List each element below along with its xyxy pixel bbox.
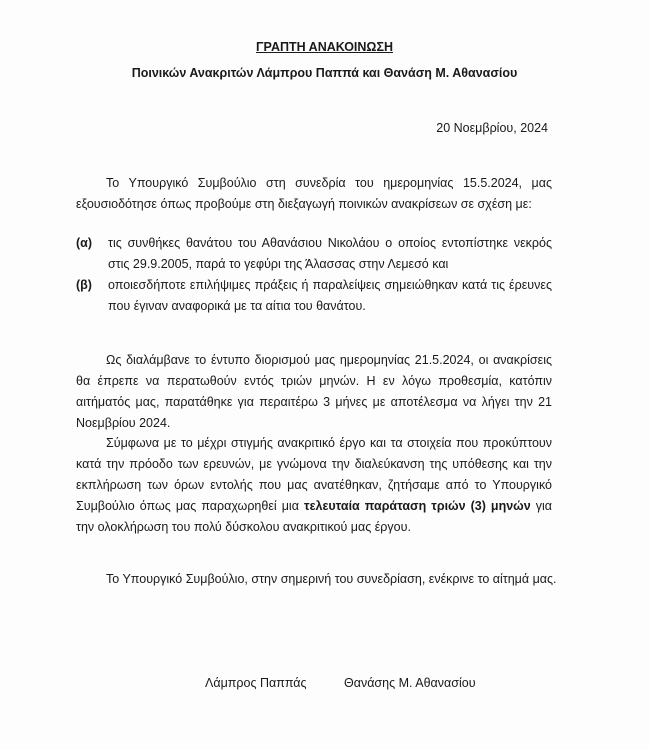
list-marker: (β) bbox=[76, 278, 92, 292]
paragraph-intro bbox=[76, 173, 552, 215]
document-title: ΓΡΑΠΤΗ ΑΝΑΚΟΙΝΩΣΗ bbox=[256, 40, 393, 54]
paragraph-extension-after: για την ολοκλήρωση του πολύ δύσκολου ανακριτικού μας έργου. bbox=[76, 499, 552, 534]
list-item-b bbox=[76, 275, 552, 317]
list-item-a bbox=[76, 233, 552, 275]
paragraph-extension-before: Σύμφωνα με το μέχρι στιγμής ανακριτικό έργο και τα στοιχεία που προκύπτουν κατά την πρόοδο των ερευνών, με γνώμονα την διαλεύκανση της υπόθεσης και την εκπλήρωση των όρων εντολής που μας ανατέθηκαν, ζητήσαμε από το Υπουργικό Συμβούλιο όπως μας παραχωρηθεί μια bbox=[76, 436, 552, 513]
list-item-text: τις συνθήκες θανάτου του Αθανάσιου Νικολάου ο οποίος εντοπίστηκε νεκρός στις 29.9.2005, παρά το γεφύρι της Άλασσας στην Λεμεσό και bbox=[108, 236, 552, 271]
paragraph-deadline bbox=[76, 350, 552, 434]
document-subtitle: Ποινικών Ανακριτών Λάμπρου Παππά και Θανάση Μ. Αθανασίου bbox=[131, 66, 518, 80]
list-item-text: οποιεσδήποτε επιλήψιμες πράξεις ή παραλείψεις σημειώθηκαν κατά τις έρευνες που έγιναν αναφορικά με τα αίτια του θανάτου. bbox=[108, 278, 552, 313]
paragraph-extension-bold: τελευταία παράταση τριών (3) μηνών bbox=[304, 499, 531, 513]
paragraph-approval: Το Υπουργικό Συμβούλιο, στην σημερινή του συνεδρίαση, ενέκρινε το αίτημά μας. bbox=[106, 572, 557, 586]
paragraph-deadline-text: Ως διαλάμβανε το έντυπο διορισμού μας ημερομηνίας 21.5.2024, οι ανακρίσεις θα έπρεπε να περατωθούν εντός τριών μηνών. Η εν λόγω προθεσμία, κατόπιν αιτήματός μας, παρατάθηκε για περαιτέρω 3 μήνες με αποτέλεσμα να λήγει την 21 Νοεμβρίου 2024. bbox=[76, 353, 552, 430]
document-date: 20 Νοεμβρίου, 2024 bbox=[436, 121, 548, 135]
signature-pappas: Λάμπρος Παππάς bbox=[205, 676, 307, 690]
paragraph-intro-text: Το Υπουργικό Συμβούλιο στη συνεδρία του ημερομηνίας 15.5.2024, μας εξουσιοδότησε όπως προβούμε στη διεξαγωγή ποινικών ανακρίσεων σε σχέση με: bbox=[76, 176, 552, 211]
signature-athanasiou: Θανάσης Μ. Αθανασίου bbox=[344, 676, 476, 690]
paragraph-extension-request bbox=[76, 433, 552, 538]
list-marker: (α) bbox=[76, 236, 93, 250]
